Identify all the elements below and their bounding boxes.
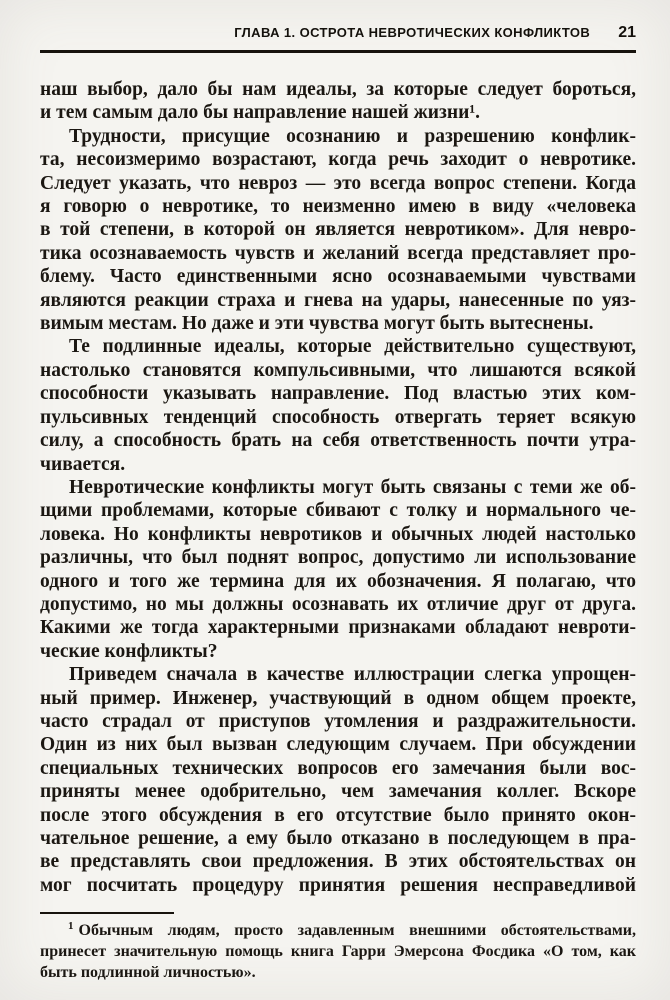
- text-line: Те подлинные идеалы, которые действительно существуют,: [69, 336, 636, 358]
- footnote-marker: 1: [68, 919, 74, 932]
- text-line: и тем самым дало бы направление нашей жизни¹.: [40, 102, 481, 124]
- text-line: в той степени, в которой он является невротиком». Для невро-: [40, 219, 636, 241]
- text-line: Следует указать, что невроз — это всегда вопрос степени. Когда: [40, 172, 636, 194]
- text-line: являются реакции страха и гнева на удары, нанесенные по уяз-: [40, 289, 636, 311]
- paragraph: [40, 476, 636, 663]
- footnote-rule: [40, 912, 174, 914]
- text-line: мог посчитать процедуру принятия решения несправедливой: [40, 874, 636, 896]
- text-line: Приведем сначала в качестве иллюстрации слегка упрощен-: [69, 664, 636, 686]
- header-rule: [40, 50, 636, 53]
- text-line: различны, что был поднят вопрос, допустимо ли использование: [40, 547, 636, 569]
- text-line: чивается.: [40, 453, 126, 475]
- text-line: приняты менее одобрительно, чем замечания коллег. Вскоре: [40, 781, 636, 803]
- footnote-line: быть подлинной личностью».: [40, 964, 256, 982]
- text-line: часто страдал от приступов утомления и раздражительности.: [40, 710, 636, 732]
- text-line: блему. Часто единственными ясно осознаваемыми чувствами: [40, 266, 636, 288]
- text-line: допустимо, но мы должны осознавать их отличие друг от друга.: [40, 593, 636, 615]
- text-line: тика осознаваемость чувств и желаний всегда представляет про-: [40, 242, 636, 264]
- text-line: я говорю о невротике, то неизменно имею в виду «человека: [40, 196, 636, 218]
- paragraph: [40, 335, 636, 475]
- text-line: та, несоизмеримо возрастают, когда речь заходит о невротике.: [40, 149, 636, 171]
- text-line: Один из них был вызван следующим случаем. При обсуждении: [40, 734, 636, 756]
- text-line: Невротические конфликты могут быть связаны с теми же об-: [69, 476, 636, 498]
- text-line: специальных технических вопросов его замечания были вос-: [40, 757, 636, 779]
- text-line: настолько становятся компульсивными, что лишаются всякой: [40, 359, 636, 381]
- text-line: ве представлять свои предложения. В этих обстоятельствах он: [40, 851, 636, 873]
- footnote-line: принесет значительную помощь книга Гарри Эмерсона Фосдика «О том, как: [40, 943, 636, 961]
- body-text: [40, 78, 636, 897]
- text-line: пульсивных тенденций способность отвергать теряет всякую: [40, 406, 636, 428]
- text-line: Трудности, присущие осознанию и разрешению конфлик-: [69, 125, 636, 147]
- text-line: силу, а способность брать на себя ответственность почти утра-: [40, 430, 636, 452]
- page-number: 21: [618, 24, 636, 41]
- text-line: чательное решение, а ему было отказано в последующем в пра-: [40, 828, 636, 849]
- chapter-title: ГЛАВА 1. ОСТРОТА НЕВРОТИЧЕСКИХ КОНФЛИКТОВ: [234, 25, 591, 40]
- text-line: ческие конфликты?: [40, 640, 218, 662]
- footnote: [40, 920, 636, 983]
- text-line: ловека. Но конфликты невротиков и обычных людей настолько: [40, 523, 636, 545]
- text-line: вимым местам. Но даже и эти чувства могут быть вытеснены.: [40, 313, 594, 335]
- paragraph: [40, 78, 636, 125]
- text-line: наш выбор, дало бы нам идеалы, за которые следует бороться,: [40, 79, 636, 100]
- running-header: [40, 24, 636, 42]
- text-line: щими проблемами, которые сбивают с толку и нормального че-: [40, 500, 636, 522]
- text-line: способности указывать направление. Под властью этих ком-: [40, 383, 636, 405]
- text-line: после этого обсуждения в его отсутствие было принято окон-: [40, 804, 636, 826]
- paragraph: [40, 663, 636, 897]
- text-line: Какими же тогда характерными признаками обладают невроти-: [40, 617, 636, 639]
- text-line: ный пример. Инженер, участвующий в одном общем проекте,: [40, 687, 636, 709]
- footnote-line: $^1$ Обычным людям, просто задавленным внешними обстоятельствами,: [68, 919, 636, 940]
- text-line: одного и того же термина для их обозначения. Я полагаю, что: [40, 570, 636, 592]
- paragraph: [40, 125, 636, 336]
